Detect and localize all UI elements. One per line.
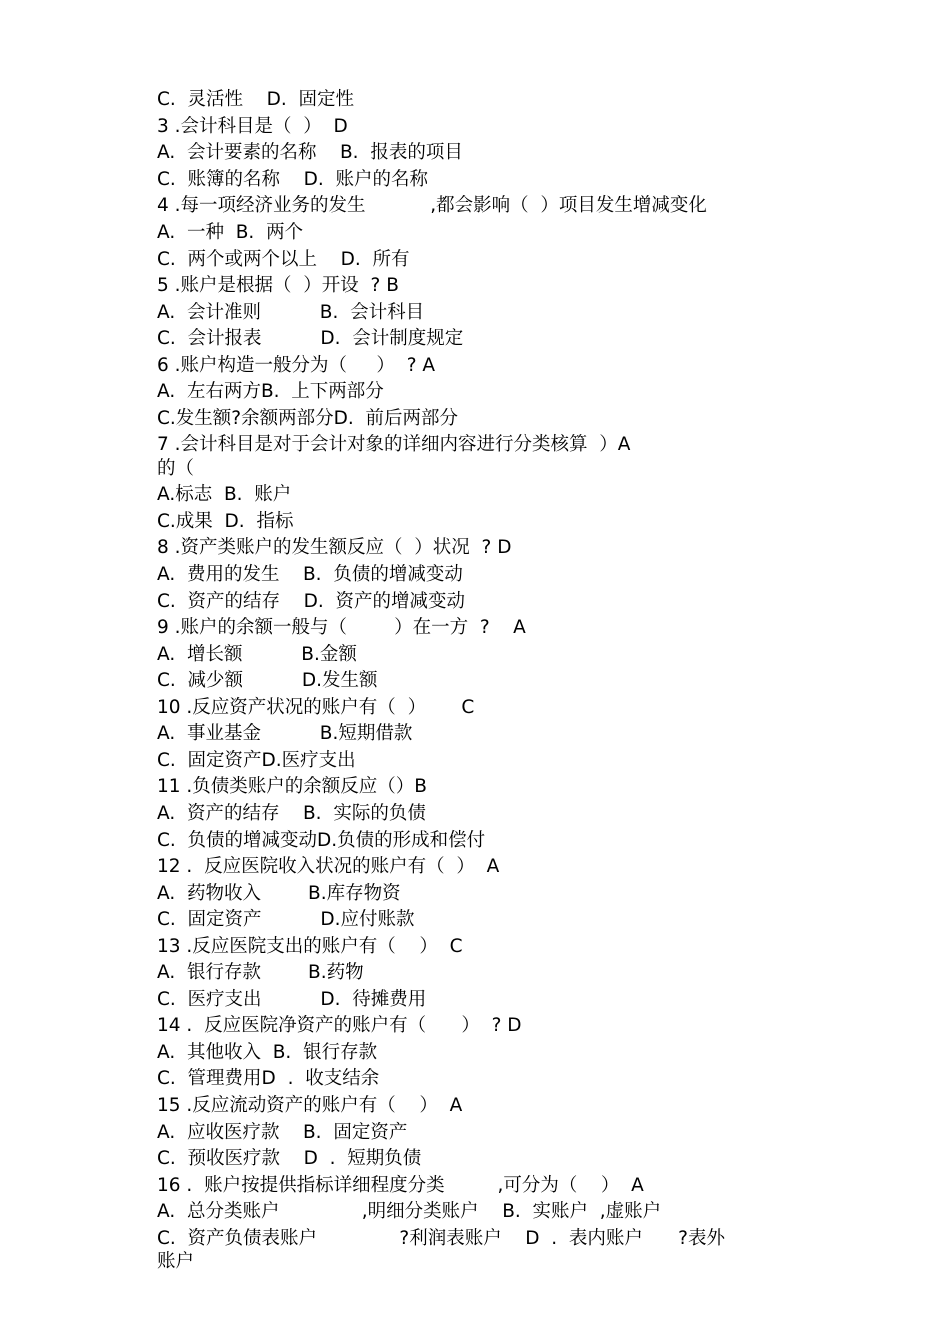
text-line: 8 .资产类账户的发生额反应（ ）状况 ? D: [157, 537, 512, 558]
text-line: C. 医疗支出 D. 待摊费用: [157, 989, 427, 1010]
text-line: C. 预收医疗款 D . 短期负债: [157, 1148, 422, 1169]
text-line: A. 总分类账户 ,明细分类账户 B. 实账户 ,虚账户: [157, 1201, 662, 1222]
text-line: C.发生额?余额两部分D. 前后两部分: [157, 408, 459, 429]
text-line: C. 管理费用D . 收支结余: [157, 1068, 380, 1089]
text-line: A. 会计准则 B. 会计科目: [157, 302, 425, 323]
text-line: 7 .会计科目是对于会计对象的详细内容进行分类核算 ）A: [157, 434, 631, 455]
text-line: A. 药物收入 B.库存物资: [157, 883, 401, 904]
text-line: C. 灵活性 D. 固定性: [157, 89, 354, 110]
text-line: A. 费用的发生 B. 负债的增减变动: [157, 564, 463, 585]
text-line: 4 .每一项经济业务的发生 ,都会影响（ ）项目发生增减变化: [157, 195, 707, 216]
text-line: A. 一种 B. 两个: [157, 222, 304, 243]
text-line: C. 两个或两个以上 D. 所有: [157, 249, 410, 270]
text-line: C. 固定资产D.医疗支出: [157, 750, 356, 771]
text-line: A.标志 B. 账户: [157, 484, 292, 505]
text-line: 12 . 反应医院收入状况的账户有（ ） A: [157, 856, 500, 877]
text-line: 6 .账户构造一般分为（ ） ? A: [157, 355, 436, 376]
text-line: 3 .会计科目是（ ） D: [157, 116, 348, 137]
text-line: 9 .账户的余额一般与（ ）在一方 ? A: [157, 617, 526, 638]
text-line: A. 增长额 B.金额: [157, 644, 357, 665]
text-line: 的（: [157, 458, 195, 479]
text-line: A. 应收医疗款 B. 固定资产: [157, 1122, 408, 1143]
text-line: A. 事业基金 B.短期借款: [157, 723, 413, 744]
text-line: C.成果 D. 指标: [157, 511, 294, 532]
text-line: A. 其他收入 B. 银行存款: [157, 1042, 378, 1063]
text-line: C. 会计报表 D. 会计制度规定: [157, 328, 464, 349]
text-line: C. 减少额 D.发生额: [157, 670, 378, 691]
text-line: 16 . 账户按提供指标详细程度分类 ,可分为（ ） A: [157, 1175, 644, 1196]
text-line: 14 . 反应医院净资产的账户有（ ） ? D: [157, 1015, 522, 1036]
text-line: 15 .反应流动资产的账户有（ ） A: [157, 1095, 463, 1116]
text-line: A. 银行存款 B.药物: [157, 962, 364, 983]
text-line: 5 .账户是根据（ ）开设 ? B: [157, 275, 399, 296]
text-line: C. 负债的增减变动D.负债的形成和偿付: [157, 830, 486, 851]
text-line: C. 资产负债表账户 ?利润表账户 D . 表内账户 ?表外: [157, 1228, 725, 1249]
text-line: 账户: [157, 1251, 195, 1272]
text-line: 11 .负债类账户的余额反应（）B: [157, 776, 427, 797]
text-line: A. 会计要素的名称 B. 报表的项目: [157, 142, 463, 163]
text-line: C. 账簿的名称 D. 账户的名称: [157, 169, 428, 190]
text-line: 10 .反应资产状况的账户有（ ） C: [157, 697, 475, 718]
text-line: 13 .反应医院支出的账户有（ ） C: [157, 936, 463, 957]
text-line: A. 左右两方B. 上下两部分: [157, 381, 384, 402]
text-line: C. 资产的结存 D. 资产的增减变动: [157, 591, 465, 612]
text-line: A. 资产的结存 B. 实际的负债: [157, 803, 426, 824]
text-line: C. 固定资产 D.应付账款: [157, 909, 415, 930]
